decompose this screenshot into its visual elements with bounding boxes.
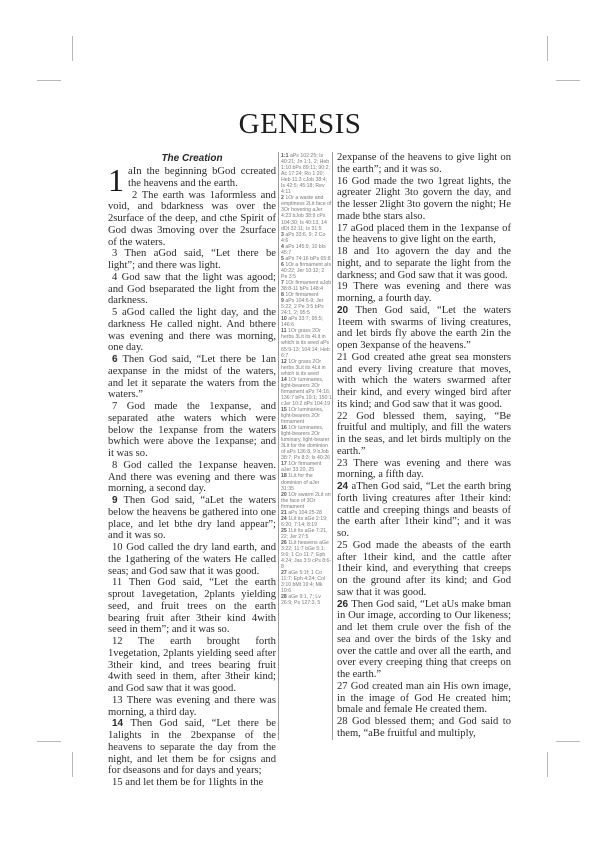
verse [337,681,511,716]
cross-reference-entry [281,328,332,358]
cross-reference-entry [281,316,332,328]
verse-text: Then God said, “aLet the waters below the heavens be gathered into one place, and let bthe dry land appear”; and it was so. [108,495,276,542]
verse-text: God blessed them; and God said to them, “aBe fruitful and multiply, [337,716,511,739]
cross-reference-text: 1Or a firmament aIs 40:22; Jer 10:12; 2 Pe 3:5 [281,261,332,280]
cross-reference-key: 27 [281,570,289,577]
cross-reference-text: 1Or luminaries, light-bearers 2Or firmament [281,406,324,426]
verse-text: aGod called the light day, and the darkness He called night. And bthere was evening and there was morning, one day. [108,307,276,354]
cross-reference-text: 1Or firmament aJer 33:20, 25 [281,461,322,474]
cross-reference-entry [281,298,332,316]
verse-text: Then God said, “Let the waters 1teem with swarms of living creatures, and let birds fly above the earth 2in the open 3expanse of the heavens.” [337,304,511,351]
cross-reference-key: 1:1 [281,153,290,159]
verse [108,190,276,249]
verse [337,540,511,599]
cross-reference-key: 8 [281,292,286,299]
verse-text: God made the two 1great lights, the agreater 2light 3to govern the day, and the lesser 2light 3to govern the night; He made bthe stars also. [337,175,511,222]
verse [337,599,511,681]
verse-text: God saw that the light was agood; and God bseparated the light from the darkness. [108,271,277,307]
chapter-number: 1 [108,162,124,198]
cross-reference-entry [281,473,332,491]
verse-number: 18 [337,246,354,257]
cross-reference-entry [281,377,332,407]
verse-text: God created athe great sea monsters and every living creature that moves, with which the waters swarmed after their kind, and every winged bird after its kind; and God saw that it was good. [337,351,511,410]
cross-reference-entry [281,540,332,570]
cross-reference-text: 1Or grass 2Or herbs 3Lit its 4Lit in which is its seed aPs 65:9-13; 104:14; Heb 6:7 [281,328,330,359]
cross-reference-entry [281,528,332,540]
crop-mark-top-right-horizontal [556,80,580,81]
verse [108,401,276,460]
left-text-column [108,152,276,789]
cross-reference-entry [281,280,332,292]
verse-number: 7 [112,401,127,412]
verse-text: Then God said, “Let there be 1an aexpanse in the midst of the waters, and let it separate the waters from the waters.” [108,354,276,401]
cross-reference-text: 1Or luminaries, light-bearers 2Or firmament aPs 74:16; 136:7 bPs 19:1; 150:1 cJer 10:2 dPs 104:19 [281,376,332,407]
cross-reference-key: 4 [281,243,286,250]
verse-text: God made the 1expanse, and separated athe waters which were below the 1expanse from the waters bwhich were above the 1expanse; and it was so. [108,401,276,459]
verse-text: Then God said, “Let the earth sprout 1avegetation, 2plants yielding seed, and fruit trees on the earth bearing fruit after 3their kind 4with seed in them”; and it was so. [108,577,276,636]
verse-text: There was evening and there was morning, a fifth day. [337,457,511,481]
verse-number: 3 [112,248,125,260]
crop-mark-top-right-vertical [547,36,548,61]
verse-number: 16 [337,175,352,187]
left-verses [108,162,277,789]
cross-reference-text: aGe 5:1f; 1 Co 11:7; Eph 4:24; Col 3:10 bMt 19:4; Mk 10:6 [281,570,326,595]
verse [337,458,511,482]
cross-reference-text: aGe 9:1, 7; Lv 26:9; Ps 127:3, 5 [281,594,321,607]
verse [337,176,511,223]
cross-reference-text: 1Or swarm 2Lit on the face of 3Or firmament [281,491,331,510]
verse-number: 23 [337,457,354,469]
verse [108,354,276,401]
cross-reference-key: 14 [281,376,289,383]
cross-reference-text: 1Or firmament aJob 38:8-11 bPs 148:4 [281,279,332,293]
verse-number: 2 [132,189,142,201]
cross-reference-entry [281,461,332,473]
cross-reference-entry [281,425,332,461]
book-title: GENESIS [238,108,362,140]
cross-reference-key: 5 [281,255,286,262]
verse [108,777,276,789]
verse [337,305,511,352]
section-heading: The Creation [161,153,223,164]
cross-reference-entry [281,195,332,231]
verse-number: 25 [337,539,353,551]
verse-number: 10 [112,542,127,553]
verse-number: 8 [112,459,124,471]
verse-number: 21 [337,351,352,363]
verse [337,716,511,740]
verse-text: There was evening and there was morning, a fourth day. [337,281,511,304]
verse-number: 22 [337,410,357,422]
cross-reference-text: 1Lit heavens aGe 3:22; 11:7 bGe 5:1; 9:6; 1 Co 11:7; Eph 4:24; Jas 3:9 cPs 8:6-8 [281,540,332,571]
cross-reference-text: aPs 33:7; 95:5; 146:6 [281,316,324,329]
cross-reference-text: 1Lit its aGe 2:19; 6:20; 7:14; 8:19 [281,515,328,528]
verse [108,542,276,577]
cross-reference-text: aPs 104:25-28 [288,509,322,516]
verse [108,162,276,198]
verse-number: 19 [337,281,354,293]
verse-number: 15 [112,777,126,788]
verse-text: There was evening and there was morning, a third day. [108,694,276,718]
verse [108,636,276,695]
verse-text: and let them be for 1lights in the [125,777,264,788]
verse [108,695,276,719]
cross-reference-key: 11 [281,328,288,335]
verse-text: aGod placed them in the 1expanse of the heavens to give light on the earth, [337,222,511,246]
cross-reference-entry [281,359,332,377]
verse-text: aIn the beginning bGod ccreated the heavens and the earth. [128,166,276,189]
cross-reference-entry [281,244,332,256]
cross-reference-key: 15 [281,406,289,413]
cross-reference-key: 20 [281,491,289,498]
crop-mark-bottom-right-vertical [547,752,548,777]
verse-number: 13 [112,694,127,706]
cross-reference-key: 9 [281,298,286,305]
crop-mark-bottom-right-horizontal [556,741,580,742]
cross-reference-key: 26 [281,540,289,546]
cross-reference-entry [281,594,332,606]
verse [108,307,276,354]
verse [337,352,511,411]
cross-reference-text: aPs 104:6-9; Jer 5:22; 2 Pe 3:5 bPs 24:1, 2; 95:5 [281,298,324,317]
cross-reference-column [278,152,333,740]
verse-text: Then God said, “Let aUs make bman in Our image, according to Our likeness; and let them crule over the fish of the sea and over the birds of the 1sky and over the cattle and over all the earth, and over every creeping thing that creeps on the earth.” [337,598,511,680]
verse [108,272,276,307]
verse-number: 20 [337,304,356,316]
cross-reference-text: 1Or grass 2Or herbs 3Lit its 4Lit in which is its seed [281,358,326,377]
verse-number: 11 [112,577,129,589]
verse [337,281,511,305]
cross-reference-key: 7 [281,279,286,286]
verse-text: aThen God said, “Let the earth bring forth living creatures after 1their kind: cattle and creeping things and beasts of the earth after 1their kind”; and it was so. [337,481,511,539]
right-verses [337,152,511,740]
verse-text: God created man ain His own image, in the image of God He created him; bmale and female He created them. [337,680,511,716]
verse-number: 9 [112,495,124,506]
verse-text: God blessed them, saying, “Be fruitful and multiply, and fill the waters in the seas, and let birds multiply on the earth.” [337,410,511,457]
cross-reference-text: 1Or luminaries, light-bearers 2Or luminary, light-bearer 3Lit for the dominion of aPs 136:8, 9 bJob 38:7; Ps 8:3; Is 40:26 [281,425,331,462]
cross-reference-key: 24 [281,515,289,522]
cross-reference-key: 3 [281,231,286,238]
verse [337,246,511,281]
verse [108,460,276,495]
cross-reference-text: aPs 33:6, 9; 2 Co 4:6 [281,231,326,244]
verse-number: 28 [337,716,353,727]
cross-reference-key: 28 [281,594,289,601]
verse-text: 2expanse of the heavens to give light on the earth”; and it was so. [337,152,511,175]
cross-reference-text: 1Lit for the dominion of aJer 31:35 [281,473,320,492]
cross-reference-text: 1Or firmament [285,292,319,299]
cross-reference-text: aPs 102:25; Is 40:21; Jn 1:1, 2; Heb 1:10 bPs 89:11; 90:2; Ac 17:24; Ro 1:20; Heb 11:3 cJob 38:4; Is 42:5; 45:18; Rev 4:11 [281,153,330,196]
verse [337,481,511,540]
verse-text: God made the abeasts of the earth after 1their kind, and the cattle after 1their kind, and everything that creeps on the ground after its kind; and God saw that it was good. [337,539,511,598]
verse [108,495,276,542]
verse-text: The earth was 1aformless and void, and bdarkness was over the 2surface of the deep, and cthe Spirit of God dwas 3moving over the 2surface of the waters. [108,189,276,248]
verse-text: God called the 1expanse heaven. And there was evening and there was morning, a second day. [108,459,276,495]
cross-reference-key: 17 [281,461,289,468]
verse [108,248,276,272]
verse-number: 17 [337,222,351,234]
crop-mark-top-left-horizontal [37,80,61,81]
verse [337,152,511,176]
verse-number: 24 [337,481,352,492]
crop-mark-bottom-left-horizontal [37,741,61,742]
cross-reference-key: 2 [281,195,286,202]
verse-text: Then God said, “Let there be 1alights in the 2bexpanse of the heavens to separate the day from the night, and let them be for csigns and for dseasons and for days and years; [108,718,276,777]
verse-text: God called the dry land earth, and the 1gathering of the waters He called seas; and God saw that it was good. [108,542,276,577]
cross-reference-text: aPs 74:16 bPs 65:8 [285,255,331,262]
cross-reference-entry [281,407,332,425]
verse-number: 14 [112,718,131,730]
cross-reference-key: 16 [281,425,289,432]
cross-reference-key: 10 [281,316,289,323]
verse [108,577,276,636]
verse [337,223,511,247]
verse-number: 27 [337,680,351,692]
verse-number: 6 [112,354,123,365]
right-text-column [337,152,511,740]
verse [337,411,511,458]
cross-reference-key: 18 [281,473,289,480]
verse-number: 12 [112,636,138,647]
cross-reference-key: 21 [281,509,289,516]
crop-mark-top-left-vertical [72,36,73,61]
verse-number: 4 [112,271,122,283]
crop-mark-bottom-left-vertical [72,752,73,777]
cross-reference-entry [281,492,332,510]
verse-text: The earth brought forth 1vegetation, 2plants yielding seed after 3their kind, and trees bearing fruit 4with seed in them, after 3their kind; and God saw that it was good. [108,636,276,694]
cross-reference-key: 6 [281,261,286,268]
cross-reference-entry [281,232,332,244]
cross-reference-entry [281,153,332,195]
cross-reference-entry [281,516,332,528]
cross-reference-text: aPs 145:9, 10 bIs 45:7 [281,243,326,256]
cross-reference-key: 25 [281,527,289,534]
cross-reference-text: 1Or a waste and emptiness 2Lit face of 3Or hovering aJer 4:23 bJob 38:9 cPs 104:30; Is 40:13, 14 dDt 32:11; Is 31:5 [281,195,332,232]
verse-number: 5 [112,307,122,318]
verse-text: and 1to agovern the day and the night, and to separate the light from the darkness; and God saw that it was good. [337,246,511,281]
verse-number: 26 [337,598,352,610]
cross-reference-entry [281,262,332,280]
cross-reference-entry [281,570,332,594]
cross-reference-text: 1Lit its aGe 7:21, 22; Jer 27:5 [281,527,328,540]
verse [108,718,276,777]
verse-text: Then aGod said, “Let there be light”; and there was light. [108,248,276,271]
cross-reference-key: 12 [281,358,289,365]
